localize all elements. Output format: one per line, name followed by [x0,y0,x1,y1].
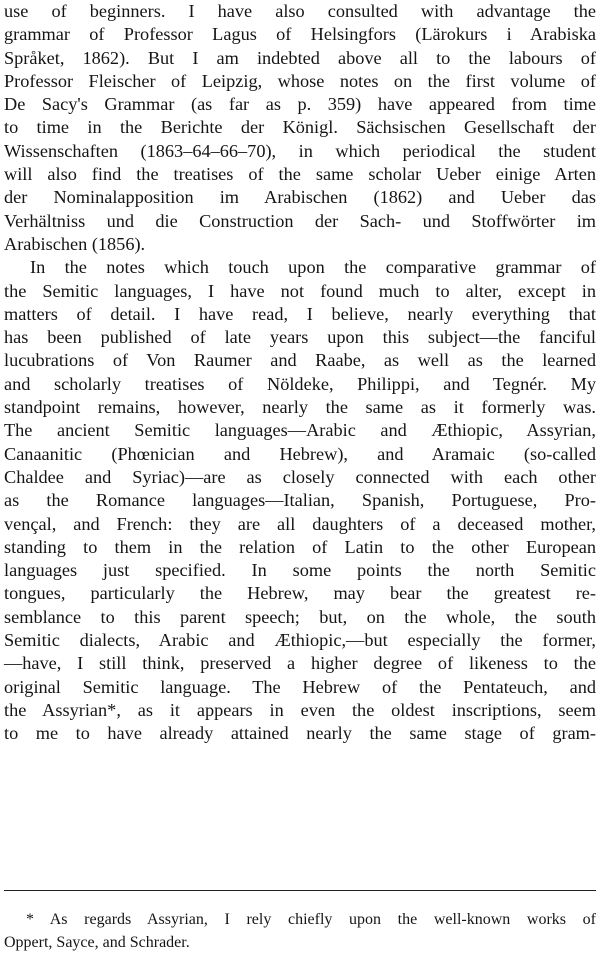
text-line: standing to them in the relation of Latin to the other European [4,536,596,557]
text-line: original Semitic language. The Hebrew of the Pentateuch, and [4,676,596,697]
text-line: Arabischen (1856). [4,233,146,254]
footnote [4,909,596,954]
text-line: der Nominalapposition im Arabischen (1862) and Ueber das [4,187,596,208]
text-line: standpoint remains, however, nearly the same as it formerly was. [4,397,596,418]
footnote-line: Oppert, Sayce, and Schrader. [4,933,190,951]
text-line: to time in the Berichte der Königl. Sächsischen Gesellschaft der [4,117,596,138]
footnote-divider [4,890,596,891]
text-line: languages just specified. In some points the north Semitic [4,560,596,581]
text-line: vençal, and French: they are all daughters of a deceased mother, [4,513,596,534]
text-line: use of beginners. I have also consulted with advantage the [4,1,596,21]
text-line: Professor Fleischer of Leipzig, whose notes on the first volume of [4,70,596,91]
text-line: Språket, 1862). But I am indebted above all to the labours of [4,47,596,68]
text-line: the Assyrian*, as it appears in even the oldest inscriptions, seem [4,699,596,720]
body-text [4,0,596,746]
text-line: will also find the treatises of the same scholar Ueber einige Arten [4,164,596,185]
text-line: semblance to this parent speech; but, on the whole, the south [4,606,596,627]
text-line: to me to have already attained nearly the same stage of gram- [4,723,596,744]
text-line: De Sacy's Grammar (as far as p. 359) have appeared from time [4,94,596,115]
text-line: —have, I still think, preserved a higher degree of likeness to the [4,653,596,674]
text-line: Canaanitic (Phœnician and Hebrew), and Aramaic (so-called [4,443,596,464]
text-line: as the Romance languages—Italian, Spanish, Portuguese, Pro- [4,490,596,511]
text-line: tongues, particularly the Hebrew, may bear the greatest re- [4,583,596,604]
text-line: matters of detail. I have read, I believe, nearly everything that [4,303,596,324]
text-line: lucubrations of Von Raumer and Raabe, as well as the learned [4,350,596,371]
text-line: and scholarly treatises of Nöldeke, Philippi, and Tegnér. My [4,373,596,394]
text-line: Wissenschaften (1863–64–66–70), in which periodical the student [4,140,596,161]
text-line: Verhältniss und die Construction der Sach- und Stoffwörter im [4,210,596,231]
text-line: Chaldee and Syriac)—are as closely connected with each other [4,466,596,487]
text-line: the Semitic languages, I have not found much to alter, except in [4,280,596,301]
text-line: The ancient Semitic languages—Arabic and Æthiopic, Assyrian, [4,420,596,441]
text-line: Semitic dialects, Arabic and Æthiopic,—but especially the former, [4,630,596,651]
text-line: has been published of late years upon this subject—the fanciful [4,327,596,348]
footnote-line: * As regards Assyrian, I rely chiefly upon the well-known works of [26,911,596,928]
paragraph-first-line: In the notes which touch upon the comparative grammar of [30,257,596,278]
text-line: grammar of Professor Lagus of Helsingfors (Lärokurs i Arabiska [4,24,596,45]
